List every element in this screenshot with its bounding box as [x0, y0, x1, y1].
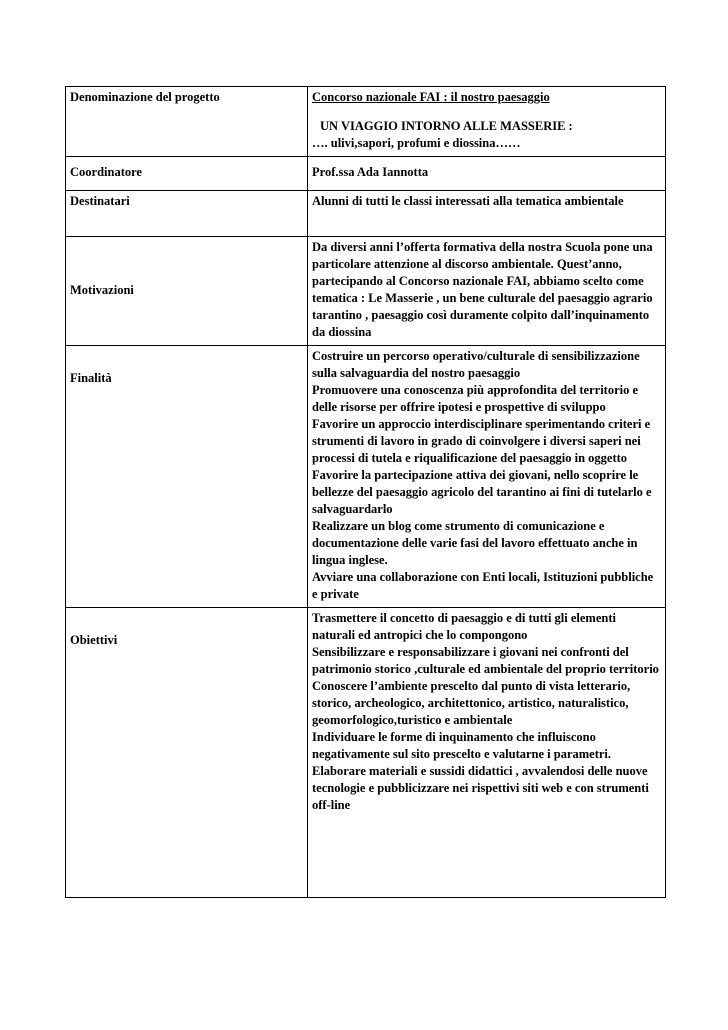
project-subtitle: UN VIAGGIO INTORNO ALLE MASSERIE :: [320, 119, 573, 133]
row-destinatari: [66, 191, 666, 237]
value-motivazioni: Da diversi anni l’offerta formativa della nostra Scuola pone una particolare attenzione al discorso ambientale. Quest’anno, partecipando al Concorso nazionale FAI, abbiamo scelto come tematica : Le Masserie , un bene culturale del paesaggio agrario tarantino , paesaggio così duramente colpito dall’inquinamento da diossina: [308, 237, 666, 346]
obiettivi-item: Sensibilizzare e responsabilizzare i giovani nei confronti del patrimonio storico ,culturale ed ambientale del proprio territorio: [312, 645, 659, 676]
finalita-item: Costruire un percorso operativo/culturale di sensibilizzazione sulla salvaguardia del nostro paesaggio: [312, 349, 640, 380]
label-denominazione: Denominazione del progetto: [66, 87, 308, 157]
obiettivi-item: Trasmettere il concetto di paesaggio e di tutti gli elementi naturali ed antropici che lo compongono: [312, 611, 616, 642]
spacer: [312, 106, 661, 118]
project-table: [65, 86, 666, 898]
value-destinatari: Alunni di tutti le classi interessati alla tematica ambientale: [308, 191, 666, 237]
project-subtitle-2: …. ulivi,sapori, profumi e diossina……: [312, 136, 521, 150]
value-coordinatore: Prof.ssa Ada Iannotta: [308, 157, 666, 191]
label-finalita: [66, 346, 308, 608]
obiettivi-item: Conoscere l’ambiente prescelto dal punto di vista letterario, storico, archeologico, architettonico, artistico, naturalistico, geomorfologico,turistico e ambientale: [312, 679, 631, 727]
value-obiettivi: [308, 608, 666, 898]
row-obiettivi: [66, 608, 666, 898]
finalita-item: Avviare una collaborazione con Enti locali, Istituzioni pubbliche e private: [312, 570, 654, 601]
value-denominazione: [308, 87, 666, 157]
finalita-item: Favorire la partecipazione attiva dei giovani, nello scoprire le bellezze del paesaggio agricolo del tarantino ai fini di tutelarlo e salvaguardarlo: [312, 468, 652, 516]
finalita-item: Favorire un approccio interdisciplinare sperimentando criteri e strumenti di lavoro in grado di coinvolgere i diversi saperi nei processi di tutela e riqualificazione del paesaggio in oggetto: [312, 417, 651, 465]
value-finalita: [308, 346, 666, 608]
row-denominazione: [66, 87, 666, 157]
label-coordinatore: Coordinatore: [66, 157, 308, 191]
row-motivazioni: [66, 237, 666, 346]
obiettivi-label-text: Obiettivi: [70, 633, 118, 647]
label-obiettivi: [66, 608, 308, 898]
finalita-item: Promuovere una conoscenza più approfondita del territorio e delle risorse per offrire ipotesi e prospettive di sviluppo: [312, 383, 639, 414]
label-destinatari: Destinatari: [66, 191, 308, 237]
finalita-label-text: Finalità: [70, 371, 112, 385]
obiettivi-item: Individuare le forme di inquinamento che influiscono negativamente sul sito prescelto e valutarne i parametri.: [312, 730, 612, 761]
row-coordinatore: [66, 157, 666, 191]
finalita-item: Realizzare un blog come strumento di comunicazione e documentazione delle varie fasi del lavoro effettuato anche in lingua inglese.: [312, 519, 638, 567]
row-finalita: [66, 346, 666, 608]
obiettivi-item: Elaborare materiali e sussidi didattici , avvalendosi delle nuove tecnologie e pubblicizzare nei rispettivi siti web e con strumenti off-line: [312, 764, 649, 812]
label-motivazioni: Motivazioni: [66, 237, 308, 346]
project-title: Concorso nazionale FAI : il nostro paesaggio: [312, 90, 550, 104]
